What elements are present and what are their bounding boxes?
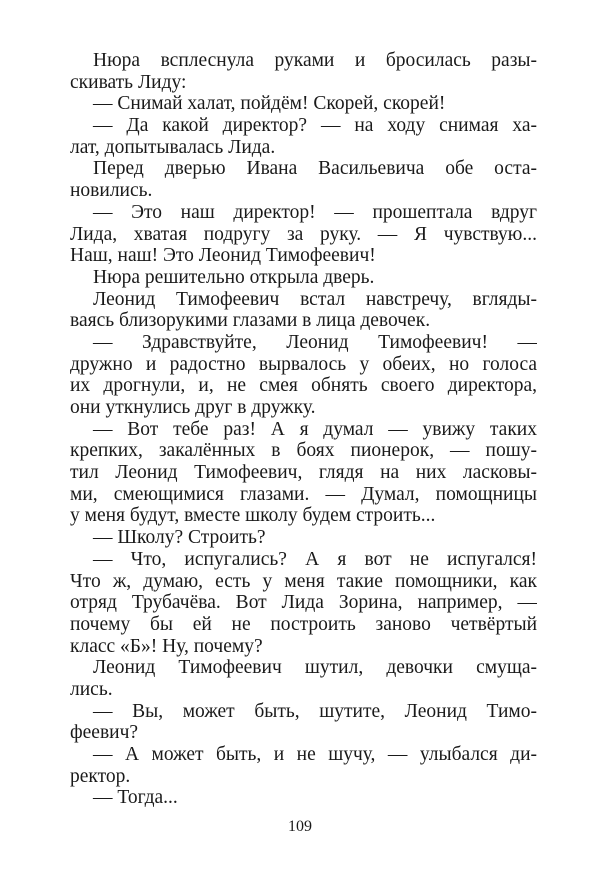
text-line: — А может быть, и не шучу, — улыбался ди- (93, 744, 537, 765)
text-line: — Это наш директор! — прошептала вдруг (93, 201, 537, 223)
text-line: ми, смеющимися глазами. — Думал, помощницы (70, 483, 537, 505)
text-line: у меня будут, вместе школу будем строить... (70, 505, 436, 527)
text-line: лись. (70, 678, 113, 700)
text-line: феевич? (70, 722, 139, 744)
text-line: их дрогнули, и, не смея обнять своего директора, (70, 375, 537, 397)
text-line: класс «Б»! Ну, почему? (70, 635, 263, 657)
text-line: — Снимай халат, пойдём! Скорей, скорей! (93, 93, 446, 115)
text-line: крепких, закалённых в боях пионерок, — пошу- (70, 440, 537, 462)
text-line: Наш, наш! Это Леонид Тимофеевич! (70, 245, 376, 267)
text-line: — Тогда... (93, 787, 178, 809)
text-line: — Здравствуйте, Леонид Тимофеевич! — (93, 331, 537, 353)
page-number: 109 (288, 818, 312, 835)
text-line: новились. (70, 180, 153, 202)
text-line: ваясь близорукими глазами в лица девочек. (70, 310, 431, 332)
text-line: дружно и радостно вырвалось у обеих, но голоса (70, 353, 537, 375)
text-line: они уткнулись друг в дружку. (70, 397, 316, 418)
text-line: скивать Лиду: (70, 71, 187, 93)
text-line: лат, допытывалась Лида. (70, 136, 276, 158)
text-line: Нюра решительно открыла дверь. (93, 266, 375, 288)
text-line: Что ж, думаю, есть у меня такие помощники, как (70, 570, 537, 592)
text-line: — Да какой директор? — на ходу снимая ха- (93, 115, 537, 137)
text-line: — Вот тебе раз! А я думал — увижу таких (93, 418, 537, 440)
text-line: — Что, испугались? А я вот не испугался! (93, 548, 537, 570)
text-line: — Вы, может быть, шутите, Леонид Тимо- (93, 700, 537, 722)
text-line: Лида, хватая подругу за руку. — Я чувствую... (70, 223, 537, 245)
text-line: почему бы ей не построить заново четвёртый (70, 613, 537, 635)
text-line: Леонид Тимофеевич шутил, девочки смуща- (93, 657, 537, 679)
page-body-text (70, 50, 537, 809)
text-line: отряд Трубачёва. Вот Лида Зорина, например, — (70, 592, 537, 614)
text-line: тил Леонид Тимофеевич, глядя на них ласковы- (70, 462, 537, 484)
text-line: — Школу? Строить? (93, 527, 266, 549)
text-line: Перед дверью Ивана Васильевича обе оста- (93, 158, 537, 180)
text-line: Нюра всплеснула руками и бросилась разы- (93, 50, 537, 71)
text-line: Леонид Тимофеевич встал навстречу, вгляды- (93, 288, 537, 310)
text-line: ректор. (70, 765, 131, 787)
